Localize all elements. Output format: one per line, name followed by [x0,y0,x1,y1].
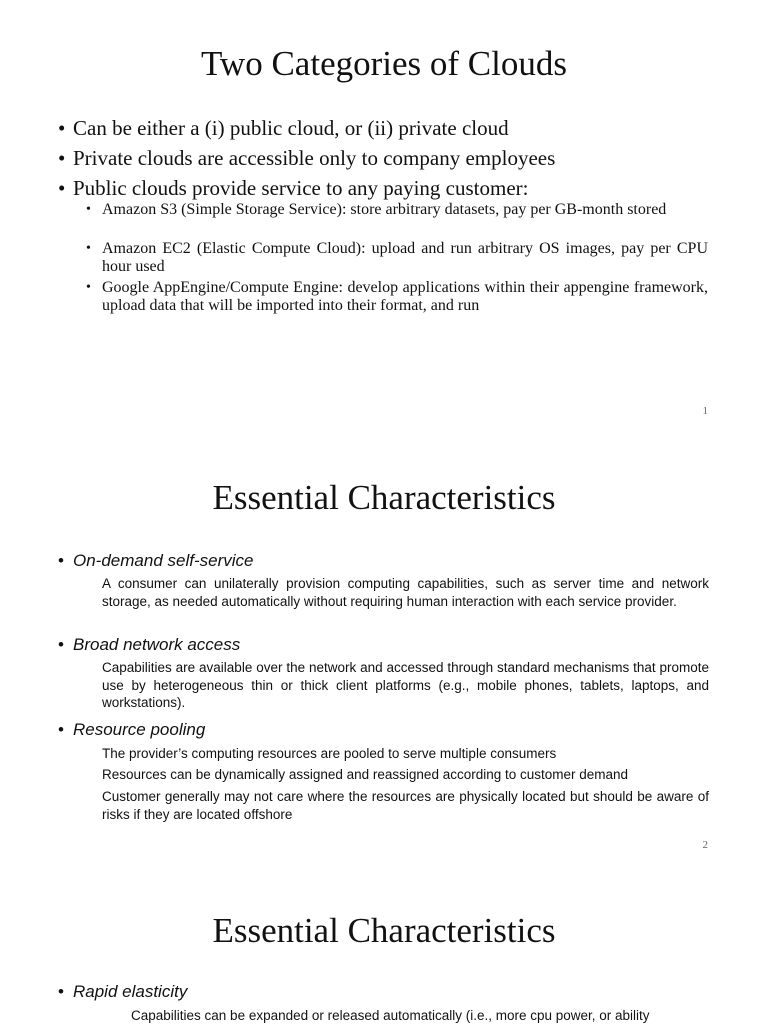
bullet-item [58,175,718,201]
sub-bullet-text: Google AppEngine/Compute Engine: develop applications within their appengine framework, upload data that will be imported into their format, and run [102,279,708,314]
bullet-text: Can be either a (i) public cloud, or (ii) private cloud [73,116,509,140]
characteristic-description: Resources can be dynamically assigned and reassigned according to customer demand [102,767,629,782]
bullet-text: Private clouds are accessible only to company employees [73,146,556,170]
bullet-glyph: • [86,280,91,295]
characteristic-label: Resource pooling [73,720,206,739]
characteristic-label: Broad network access [73,635,241,654]
bullet-glyph: • [58,551,64,570]
slide-2-title: Essential Characteristics [212,478,556,517]
characteristic-item [58,719,205,741]
characteristic-item [58,550,253,572]
bullet-glyph: • [58,146,66,170]
page-number: 1 [702,405,708,417]
sub-bullet-item [86,279,708,315]
sub-bullet-item [86,240,708,276]
bullet-glyph: • [58,116,66,140]
slide-1 [0,0,768,433]
characteristic-label: Rapid elasticity [73,982,188,1001]
bullet-glyph: • [86,241,91,256]
characteristic-description: The provider’s computing resources are pooled to serve multiple consumers [102,746,557,761]
bullet-glyph: • [58,982,64,1001]
characteristic-description: A consumer can unilaterally provision computing capabilities, such as server time and network storage, as needed automatically without requiring human interaction with each service provider. [102,576,709,609]
bullet-glyph: • [58,176,66,200]
bullet-item [58,145,718,171]
characteristic-label: On-demand self-service [73,551,254,570]
slide-2 [0,433,768,866]
characteristic-description: Customer generally may not care where the resources are physically located but should be aware of risks if they are located offshore [102,789,709,822]
sub-bullet-text: Amazon S3 (Simple Storage Service): store arbitrary datasets, pay per GB-month stored [102,201,667,218]
characteristic-description: Capabilities are available over the network and accessed through standard mechanisms that promote use by heterogeneous thin or thick client platforms (e.g., mobile phones, tablets, laptops, and workstations). [102,660,709,710]
characteristic-item [58,634,240,656]
page-number: 2 [702,839,708,851]
bullet-text: Public clouds provide service to any paying customer: [73,176,529,200]
sub-bullet-text: Amazon EC2 (Elastic Compute Cloud): upload and run arbitrary OS images, pay per CPU hour used [102,240,708,275]
sub-bullet-item [86,201,708,219]
slide-1-title: Two Categories of Clouds [201,44,567,83]
bullet-glyph: • [58,720,64,739]
slide-3-title: Essential Characteristics [212,911,556,950]
characteristic-item [58,981,187,1003]
bullet-glyph: • [58,635,64,654]
bullet-glyph: • [86,202,91,217]
characteristic-description: Capabilities can be expanded or released automatically (i.e., more cpu power, or ability [131,1008,650,1023]
slide-3 [0,866,768,1024]
bullet-item [58,115,718,141]
